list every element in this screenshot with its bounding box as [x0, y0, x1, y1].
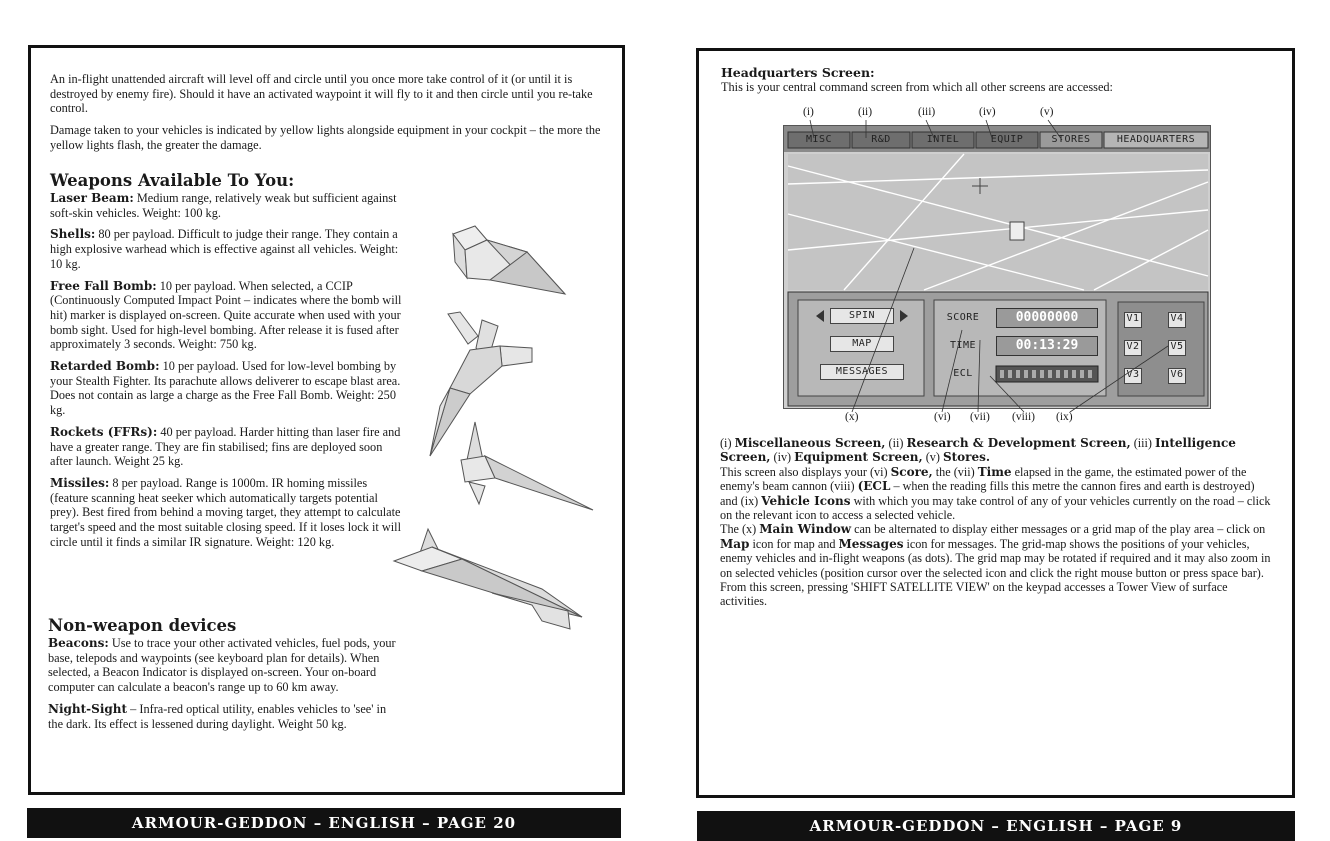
tab-r-and-d[interactable]: R&D	[871, 134, 891, 145]
text-run: elapsed in the game, the estimated power of the enemy's beam cannon (viii)	[720, 464, 1247, 494]
vehicle-icon-v5[interactable]: V5	[1168, 340, 1186, 356]
screen-list-paragraph	[720, 436, 1275, 465]
weapon-entry-shells: Shells: 80 per payload. Difficult to judge their range. They contain a high explosive warhead which is effective against all vehicles. Weight: 10 kg.	[50, 227, 399, 271]
text-run: (iii)	[1130, 436, 1156, 450]
bold-term: Vehicle Icons	[761, 493, 851, 508]
bold-term: Main Window	[759, 522, 852, 537]
ecl-label: ECL	[953, 368, 973, 379]
callout-v: (v)	[1040, 106, 1054, 118]
bold-term: Stores.	[942, 450, 991, 465]
callout-x: (x)	[845, 411, 859, 423]
device-entry-beacons: Beacons: Use to trace your other activated vehicles, fuel pods, your base, telepods and waypoints (see keyboard plan for details). When selected, a Beacon Indicator is displayed on-screen. Your on-board computer can calculate a beacon's range up to 60 km away.	[48, 636, 396, 695]
text-run: (ii)	[885, 436, 907, 450]
vehicle-icon-v3[interactable]: V3	[1124, 368, 1142, 384]
text-run: icon for messages. The grid-map shows the positions of your vehicles, enemy vehicles and in-flight weapons (as dots). The grid map may be rotated if required and it may also zoom in on selected vehicles (position cursor over the selected icon and click the right mouse button or press space bar).	[720, 536, 1271, 580]
callout-iv: (iv)	[979, 106, 996, 118]
weapons-heading: Weapons Available To You:	[50, 171, 295, 190]
text-run: the (vii)	[932, 464, 978, 479]
time-label: TIME	[949, 340, 977, 351]
bold-term: Time	[977, 464, 1012, 479]
left-page-footer: ARMOUR-GEDDON – ENGLISH – PAGE 20	[27, 808, 621, 838]
score-readout: 00000000	[996, 308, 1098, 328]
bold-term: Map	[720, 536, 750, 551]
score-label: SCORE	[946, 312, 980, 323]
hq-subtitle: This is your central command screen from which all other screens are accessed:	[721, 80, 1113, 94]
bold-term: Miscellaneous Screen,	[734, 436, 886, 450]
text-run: (i)	[720, 436, 735, 450]
callout-viii: (viii)	[1012, 411, 1035, 423]
vehicle-icon-v1[interactable]: V1	[1124, 312, 1142, 328]
bold-term: Research & Development Screen,	[906, 436, 1131, 450]
bold-term: (ECL	[857, 479, 891, 494]
text-run: (v)	[922, 450, 943, 465]
text-run: with which you may take control of any of your vehicles currently on the road – click on the relevant icon to access a selected vehicle.	[720, 493, 1271, 523]
weapon-entry-retarded-bomb: Retarded Bomb: 10 per payload. Used for low-level bombing by your Stealth Fighter. Its parachute allows deliverer to escape blast area. Does not contain as large a charge as the Free Fall Bomb. Weight: 250 kg.	[50, 359, 401, 418]
callout-i: (i)	[803, 106, 814, 118]
vehicle-icon-v2[interactable]: V2	[1124, 340, 1142, 356]
callout-ix: (ix)	[1056, 411, 1073, 423]
weapon-entry-free-fall-bomb: Free Fall Bomb: 10 per payload. When selected, a CCIP (Continuously Computed Impact Point – indicates where the bomb will hit) marker is displayed on-screen. Quite accurate when used with your bomb sight. Used for high-level bombing. After release it is fused after approximately 3 seconds. Weight: 750 kg.	[50, 278, 402, 352]
vehicle-icon-v6[interactable]: V6	[1168, 368, 1186, 384]
hq-title: Headquarters Screen:	[721, 65, 875, 80]
callout-ii: (ii)	[858, 106, 873, 118]
weapon-entry-missiles: Missiles: 8 per payload. Range is 1000m. IR homing missiles (feature scanning heat seeker which automatically targets potential prey). Best fired from behind a moving target, they attempt to calculate target's speed and the most suitable closing speed. If it loses lock it will circle until it finds a similar IR signature. Weight: 120 kg.	[50, 475, 402, 549]
map-button[interactable]: MAP	[830, 336, 894, 352]
intro-paragraph-1: An in-flight unattended aircraft will level off and circle until you once more take control of it (or until it is destroyed by enemy fire). Should it have an activated waypoint it will fly to it and then circle until you re-take control.	[50, 72, 593, 116]
bold-term: Score,	[890, 464, 933, 479]
tab-intel[interactable]: INTEL	[926, 134, 960, 145]
tab-headquarters[interactable]: HEADQUARTERS	[1116, 134, 1196, 145]
satellite-view-paragraph: From this screen, pressing 'SHIFT SATELLITE VIEW' on the keypad accesses a Tower View of surface activities.	[720, 580, 1228, 609]
weapon-entry-rockets: Rockets (FFRs): 40 per payload. Harder hitting than laser fire and have a greater range. They are fin stabilised; fins are deployed soon after launch. Weight 25 kg.	[50, 424, 401, 469]
bold-term: Equipment Screen,	[794, 450, 923, 465]
right-page-footer: ARMOUR-GEDDON – ENGLISH – PAGE 9	[697, 811, 1295, 841]
text-run: This screen also displays your (vi)	[720, 464, 891, 479]
bold-term: Intelligence Screen,	[720, 436, 1236, 465]
text-run: icon for map and	[749, 536, 839, 551]
bold-term: Messages	[838, 536, 904, 551]
time-readout: 00:13:29	[996, 336, 1098, 356]
text-run: can be alternated to display either messages or a grid map of the play area – click on	[851, 522, 1266, 537]
messages-button[interactable]: MESSAGES	[820, 364, 904, 380]
main-window-paragraph	[720, 522, 1275, 580]
device-entry-night-sight: Night-Sight – Infra-red optical utility, enables vehicles to 'see' in the dark. Its effect is lessened during daylight. Weight 50 kg.	[48, 701, 387, 731]
callout-vii: (vii)	[970, 411, 990, 423]
spin-button[interactable]: SPIN	[830, 308, 894, 324]
tab-stores[interactable]: STORES	[1051, 134, 1091, 145]
tab-misc[interactable]: MISC	[805, 134, 833, 145]
vehicle-icon-v4[interactable]: V4	[1168, 312, 1186, 328]
text-run: – when the reading fills this metre the cannon fires and earth is destroyed) and (ix)	[720, 479, 1255, 508]
text-run: The (x)	[720, 522, 760, 537]
callout-iii: (iii)	[918, 106, 936, 118]
callout-vi: (vi)	[934, 411, 951, 423]
nonweapons-heading: Non-weapon devices	[48, 616, 237, 635]
text-run: (iv)	[770, 450, 795, 465]
score-time-ecl-paragraph	[720, 465, 1275, 523]
intro-paragraph-2: Damage taken to your vehicles is indicated by yellow lights alongside equipment in your cockpit – the more the yellow lights flash, the greater the damage.	[50, 123, 601, 152]
weapon-entry-laser: Laser Beam: Medium range, relatively weak but sufficient against soft-skin vehicles. Weight: 100 kg.	[50, 191, 397, 220]
hq-description	[720, 436, 1275, 609]
tab-equip[interactable]: EQUIP	[990, 134, 1024, 145]
